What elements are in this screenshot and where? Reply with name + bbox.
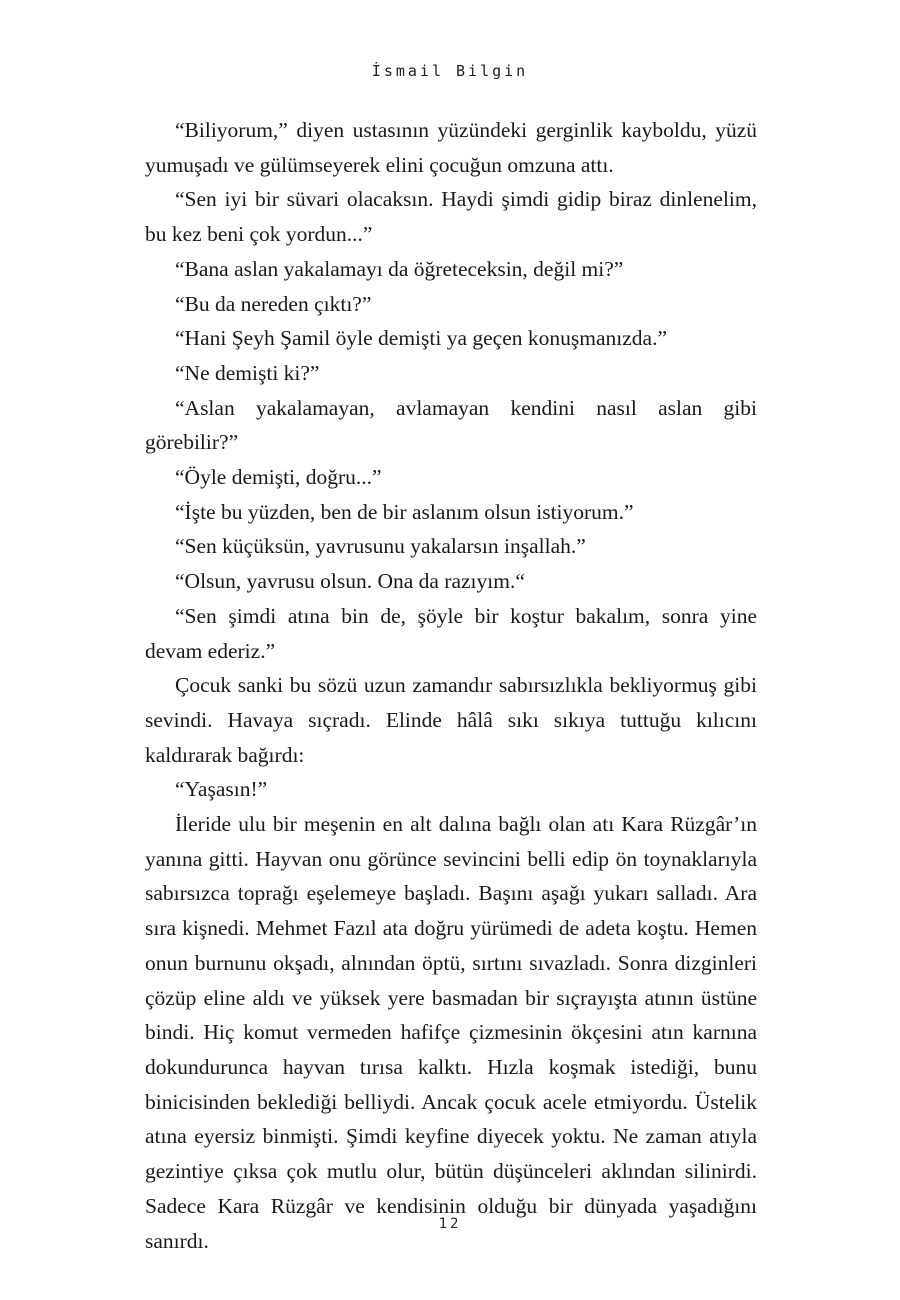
- paragraph: “Bu da nereden çıktı?”: [175, 291, 372, 316]
- paragraph: “Olsun, yavrusu olsun. Ona da razıyım.“: [175, 569, 525, 594]
- page-number: 12: [438, 1216, 462, 1232]
- body-text: [145, 113, 757, 1258]
- paragraph: İleride ulu bir meşenin en alt dalına bağlı olan atı Kara Rüzgâr’ın yanına gitti. Hayvan onu görünce sevincini belli edip ön toynaklarıyla sabırsızca toprağı eşelemeye başladı. Başını aşağı yukarı salladı. Ara sıra kişnedi. Mehmet Fazıl ata doğru yürümedi de adeta koştu. Hemen onun burnunu okşadı, alnından öptü, sırtını sıvazladı. Sonra dizginleri çözüp eline aldı ve yüksek yere basmadan bir sıçrayışta atının üstüne bindi. Hiç komut vermeden hafifçe çizmesinin ökçesini atın karnına dokundurunca hayvan tırısa kalktı. Hızla koşmak istediği, bunu binicisinden beklediği belliydi. Ancak çocuk acele etmiyordu. Üstelik atına eyersiz binmişti. Şimdi keyfine diyecek yoktu. Ne zaman atıyla gezintiye çıksa çok mutlu olur, bütün düşünceleri aklından silinirdi. Sadece Kara Rüzgâr ve kendisinin olduğu bir dünyada yaşadığını sanırdı.: [145, 812, 757, 1253]
- paragraph: “Biliyorum,” diyen ustasının yüzündeki gerginlik kayboldu, yüzü yumuşadı ve gülümseyerek elini çocuğun omzuna attı.: [145, 118, 757, 177]
- paragraph: “Sen iyi bir süvari olacaksın. Haydi şimdi gidip biraz dinlenelim, bu kez beni çok yordun...”: [145, 187, 757, 247]
- paragraph: Çocuk sanki bu sözü uzun zamandır sabırsızlıkla bekliyormuş gibi sevindi. Havaya sıçradı. Elinde hâlâ sıkı sıkıya tuttuğu kılıcını kaldırarak bağırdı:: [145, 673, 757, 767]
- paragraph: “Yaşasın!”: [175, 777, 268, 802]
- paragraph: “Sen şimdi atına bin de, şöyle bir koştur bakalım, sonra yine devam ederiz.”: [145, 603, 757, 663]
- paragraph: “Aslan yakalamayan, avlamayan kendini nasıl aslan gibi görebilir?”: [145, 395, 757, 455]
- paragraph: “Hani Şeyh Şamil öyle demişti ya geçen konuşmanızda.”: [175, 326, 667, 351]
- paragraph: “Ne demişti ki?”: [175, 360, 320, 385]
- paragraph: “Öyle demişti, doğru...”: [175, 465, 382, 490]
- paragraph: “İşte bu yüzden, ben de bir aslanım olsun istiyorum.”: [175, 499, 634, 524]
- running-head-author: İsmail Bilgin: [371, 62, 529, 80]
- paragraph: “Bana aslan yakalamayı da öğreteceksin, değil mi?”: [175, 256, 624, 281]
- paragraph: “Sen küçüksün, yavrusunu yakalarsın inşallah.”: [175, 534, 586, 559]
